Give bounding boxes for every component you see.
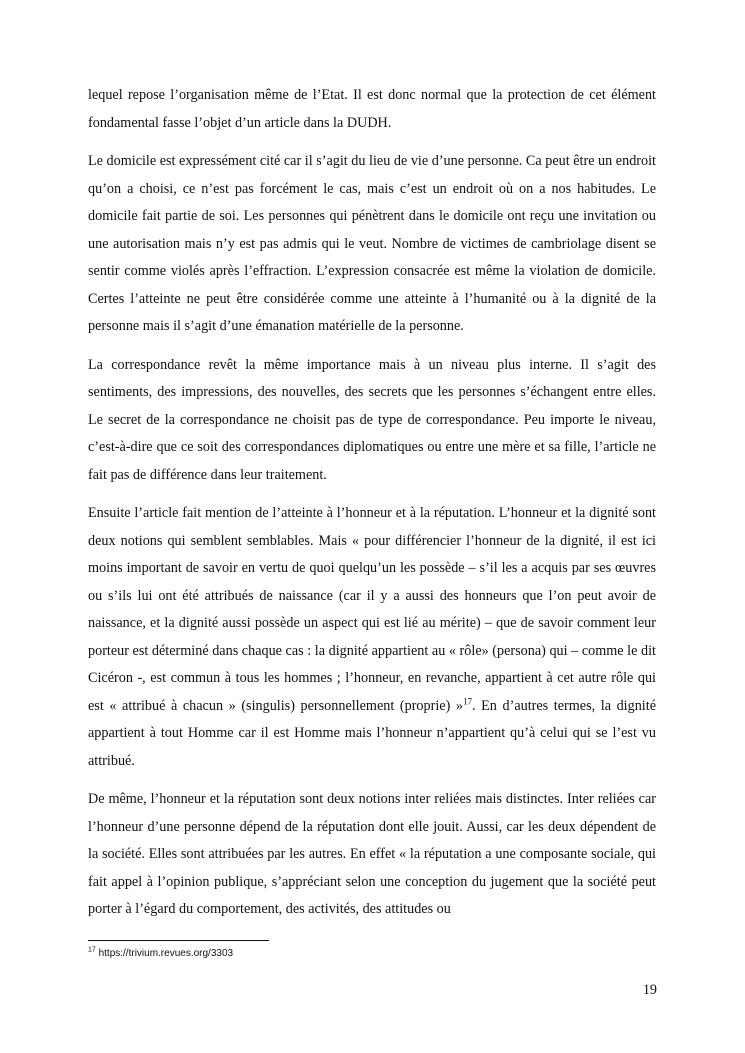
paragraph-etat: lequel repose l’organisation même de l’Etat. Il est donc normal que la protection de cet élément fondamental fasse l’objet d’un article dans la DUDH. <box>88 87 656 131</box>
footnote <box>88 948 233 959</box>
paragraph-domicile: Le domicile est expressément cité car il s’agit du lieu de vie d’une personne. Ca peut être un endroit qu’on a choisi, ce n’est pas forcément le cas, mais c’est un endroit où on a nos habitudes. Le domicile fait partie de soi. Les personnes qui pénètrent dans le domicile ont reçu une invitation ou une autorisation mais n’y est pas admis qui le veut. Nombre de victimes de cambriolage disent se sentir comme violés après l’effraction. L’expression consacrée est même la violation de domicile. Certes l’atteinte ne peut être considérée comme une atteinte à l’humanité ou à la dignité de la personne mais il s’agit d’une émanation matérielle de la personne. <box>88 153 656 334</box>
footnote-link[interactable]: https://trivium.revues.org/3303 <box>95 948 234 959</box>
document-body <box>88 82 656 935</box>
paragraph-honneur-text-end: . En d’autres termes, la dignité appartient à tout Homme car il est Homme mais l’honneur n’appartient qu’à celui qui se l’est vu attribué. <box>88 697 656 769</box>
paragraph-correspondance: La correspondance revêt la même importance mais à un niveau plus interne. Il s’agit des sentiments, des impressions, des nouvelles, des secrets que les personnes s’échangent entre elles. Le secret de la correspondance ne choisit pas de type de correspondance. Peu importe le niveau, c’est-à-dire que ce soit des correspondances diplomatiques ou entre une mère et sa fille, l’article ne fait pas de différence dans leur traitement. <box>88 356 656 483</box>
footnote-number: 17 <box>88 946 96 954</box>
paragraph-honneur-text: Ensuite l’article fait mention de l’atteinte à l’honneur et à la réputation. L’honneur et la dignité sont deux notions qui semblent semblables. Mais « pour différencier l’honneur de la dignité, il est ici moins important de savoir en vertu de quoi quelqu’un les possède – s’il les a acquis par ses œuvres ou s’ils lui ont été attribués de naissance (car il y a aussi des honneurs que l’on peut avoir de naissance, et la dignité aussi possède un aspect qui est lié au mérite) – que de savoir comment leur porteur est déterminé dans chaque cas : la dignité appartient au « rôle» (persona) qui – comme le dit Cicéron -, est commun à tous les hommes ; l’honneur, en revanche, appartient à cet autre rôle qui est « attribué à chacun » (singulis) personnellement (proprie) » <box>88 505 656 714</box>
page-number: 19 <box>642 982 657 998</box>
paragraph-reputation: De même, l’honneur et la réputation sont deux notions inter reliées mais distinctes. Inter reliées car l’honneur d’une personne dépend de la réputation dont elle jouit. Aussi, car les deux dépendent de la société. Elles sont attribuées par les autres. En effet « la réputation a une composante sociale, qui fait appel à l’opinion publique, s’appréciant selon une conception du jugement que la société peut porter à l’égard du comportement, des activités, des attitudes ou <box>88 791 656 917</box>
paragraph-honneur-dignite <box>88 500 656 775</box>
footnote-divider <box>88 940 269 941</box>
footnote-reference[interactable]: 17 <box>463 695 472 706</box>
